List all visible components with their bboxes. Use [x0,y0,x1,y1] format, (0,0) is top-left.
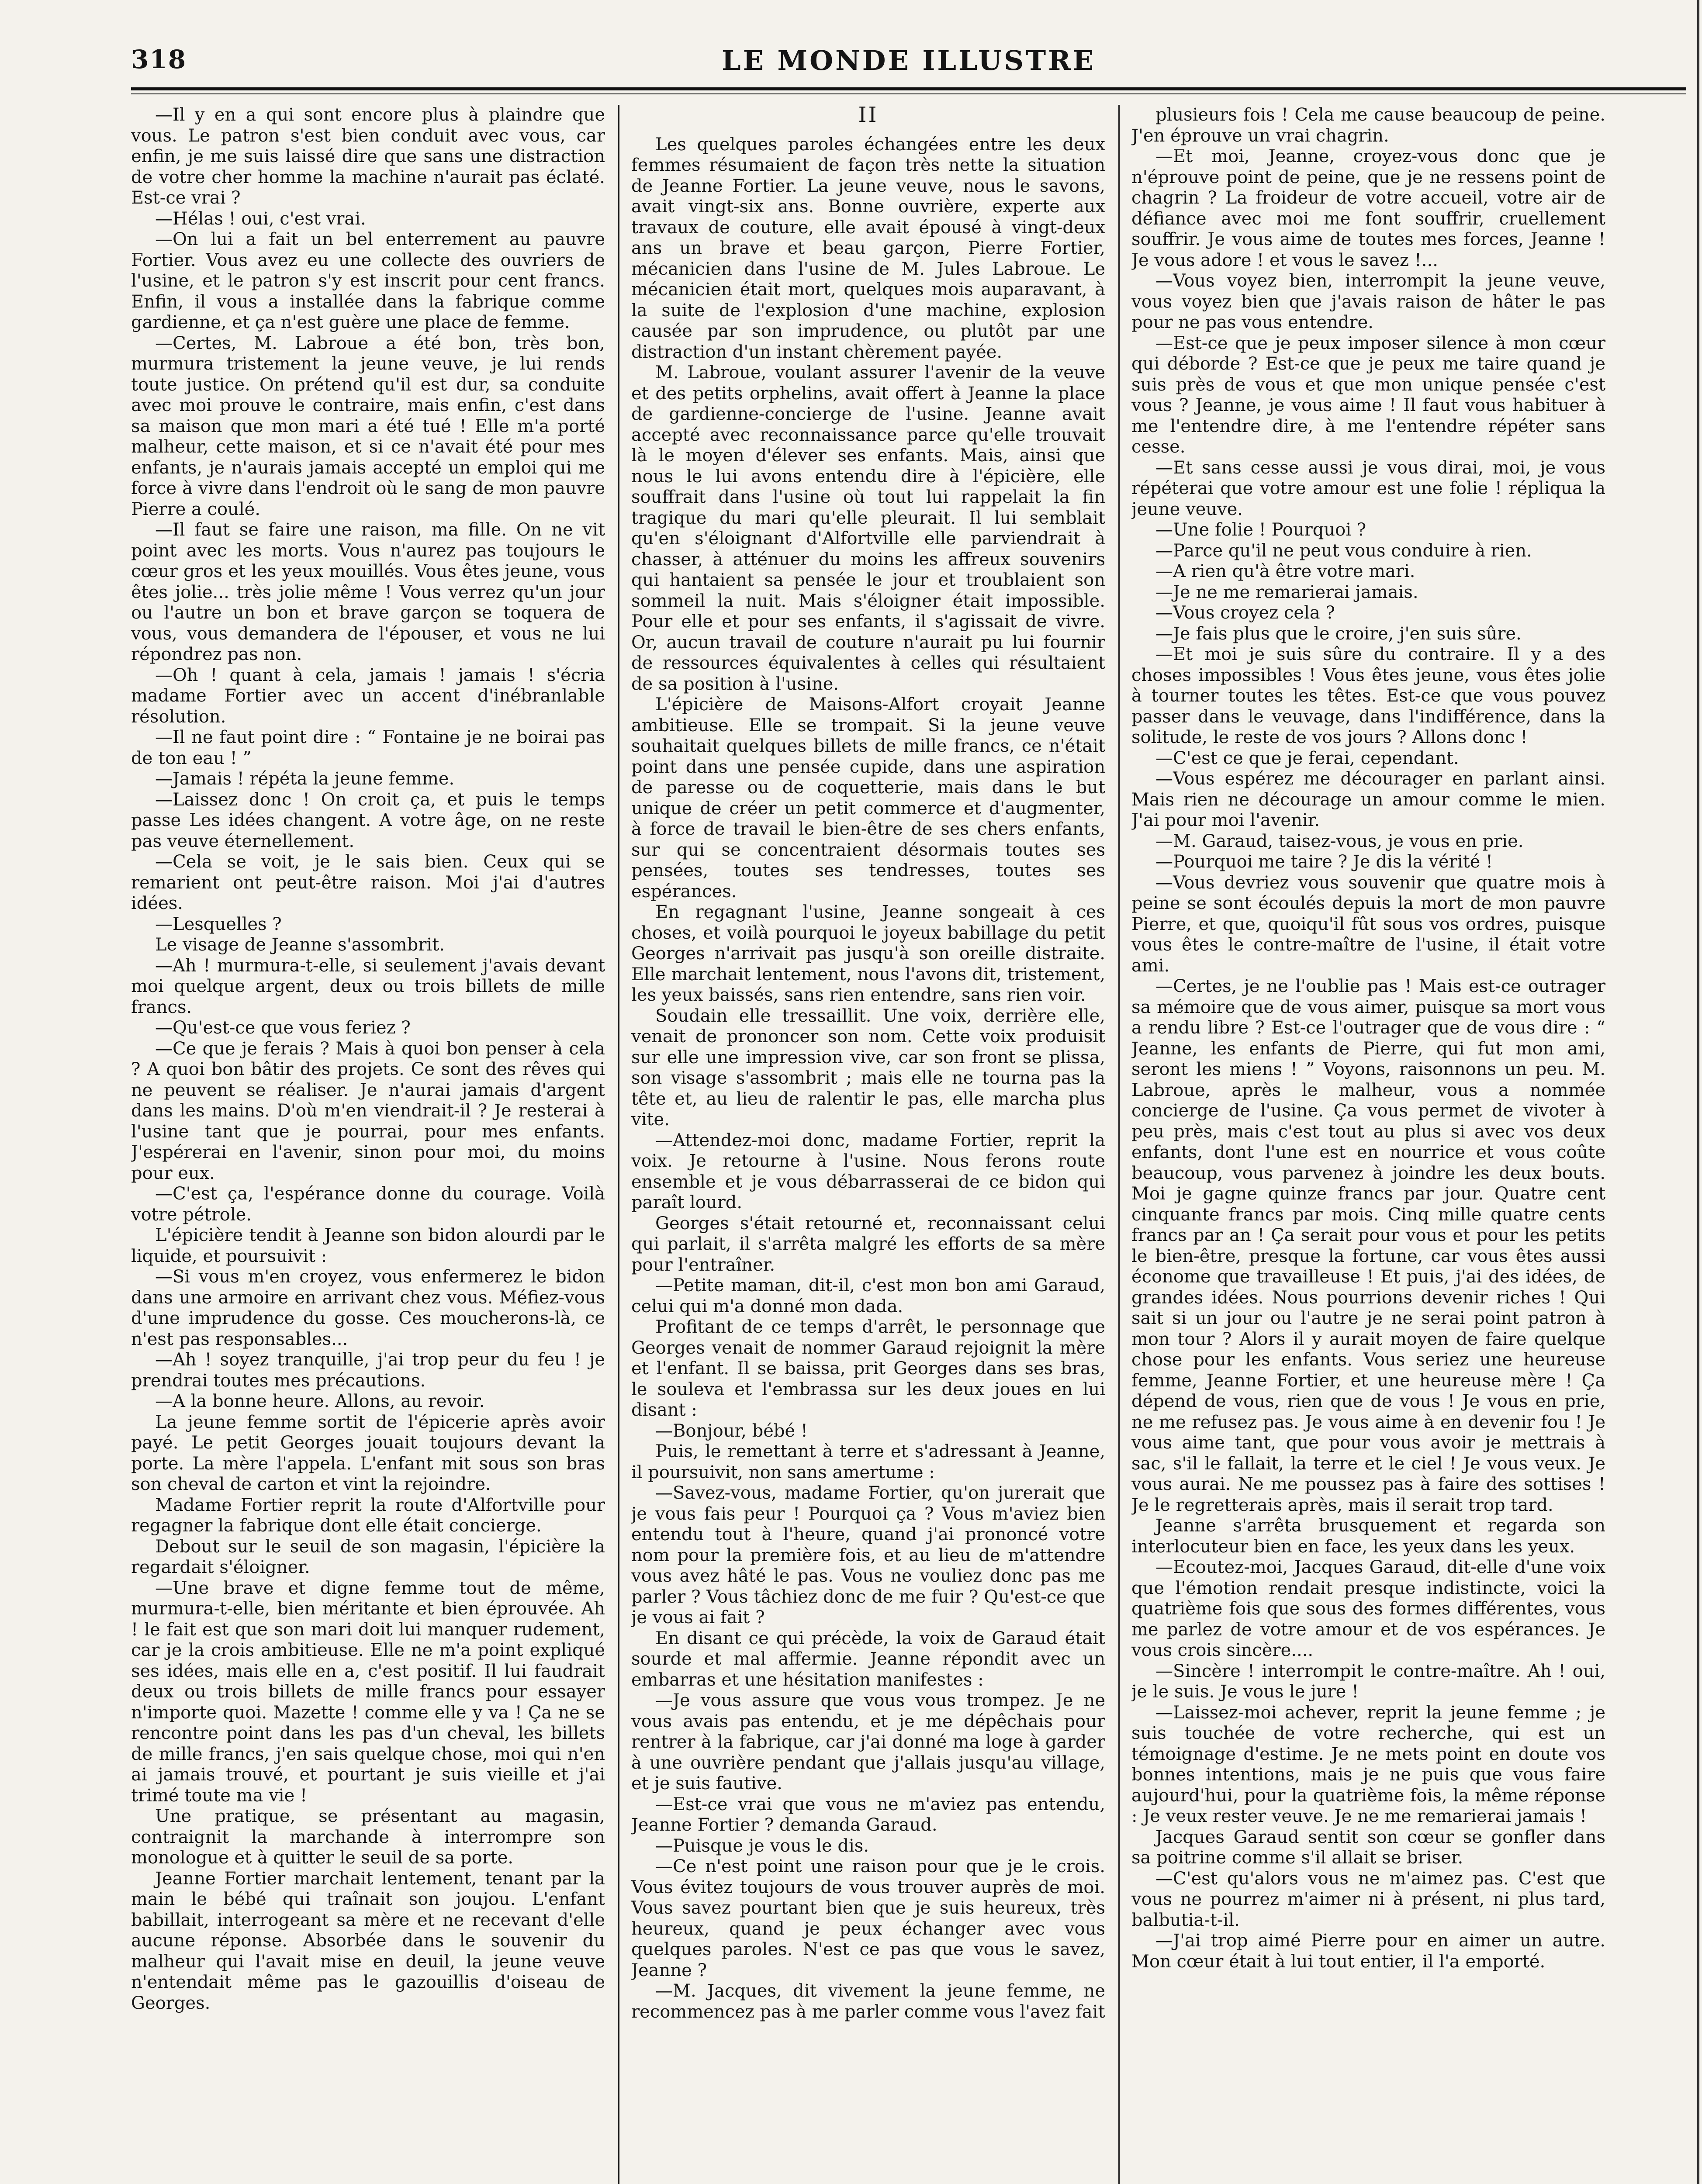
paragraph: —Ah ! soyez tranquille, j'ai trop peur du feu ! je prendrai toutes mes précautions. [131,1350,605,1391]
paragraph: L'épicière tendit à Jeanne son bidon alourdi par le liquide, et poursuivit : [131,1225,605,1266]
paragraph: Une pratique, se présentant au magasin, contraignit la marchande à interrompre son monologue et à quitter le seuil de sa porte. [131,1806,605,1868]
paragraph: Profitant de ce temps d'arrêt, le personnage que Georges venait de nommer Garaud rejoignit la mère et l'enfant. Il se baissa, prit Georges dans ses bras, le souleva et l'embrassa sur les deux joues en lui disant : [631,1317,1105,1420]
paragraph: Debout sur le seuil de son magasin, l'épicière la regardait s'éloigner. [131,1536,605,1577]
paragraph: —Petite maman, dit-il, c'est mon bon ami Garaud, celui qui m'a donné mon dada. [631,1275,1105,1317]
paragraph: —Puisque je vous le dis. [655,1835,869,1856]
header-rule-thin [131,93,1686,94]
paragraph: —Je ne me remarierai jamais. [1155,582,1418,602]
paragraph: —Il ne faut point dire : “ Fontaine je ne boirai pas de ton eau ! ” [131,727,605,768]
paragraph: —Je fais plus que le croire, j'en suis sûre. [1155,623,1522,644]
paragraph: —Laissez-moi achever, reprit la jeune femme ; je suis touchée de votre recherche, qui est un témoignage d'estime. Je ne mets point en doute vos bonnes intentions, mais je ne puis que vous faire aujourd'hui, pour la quatrième fois, la même réponse : Je veux rester veuve. Je ne me remarierai jamais ! [1131,1702,1605,1826]
paragraph: Jeanne s'arrêta brusquement et regarda son interlocuteur bien en face, les yeux dans les yeux. [1131,1516,1605,1557]
paragraph: Le visage de Jeanne s'assombrit. [155,935,445,955]
paragraph: —Vous espérez me décourager en parlant ainsi. Mais rien ne décourage un amour comme le mien. J'ai pour moi l'avenir. [1131,769,1605,830]
paragraph: —A la bonne heure. Allons, au revoir. [155,1391,485,1411]
paragraph: —Il y en a qui sont encore plus à plaindre que vous. Le patron s'est bien conduit avec vous, car enfin, je me suis laissé dire que sans une distraction de votre cher homme la machine n'aurait pas éclaté. Est-ce vrai ? [131,105,605,208]
section-heading: II [858,105,879,127]
paragraph: Soudain elle tressaillit. Une voix, derrière elle, venait de prononcer son nom. Cette voix produisit sur elle une impression vive, car son front se plissa, son visage s'assombrit ; mais elle ne tourna pas la tête et, au lieu de ralentir le pas, elle marcha plus vite. [631,1006,1105,1130]
paragraph: —Une brave et digne femme tout de même, murmura-t-elle, bien méritante et bien éprouvée. Ah ! le fait est que son mari doit lui manquer rudement, car je la crois ambitieuse. Elle ne m'a point expliqué ses idées, mais elle en a, c'est positif. Il lui faudrait deux ou trois billets de mille francs pour essayer n'importe quoi. Mazette ! comme elle y va ! Ça ne se rencontre point dans les pas d'un cheval, les billets de mille francs, j'en sais quelque chose, moi qui n'en ai jamais trouvé, et pourtant je suis vieille et j'ai trimé toute ma vie ! [131,1578,605,1806]
paragraph: —Est-ce vrai que vous ne m'aviez pas entendu, Jeanne Fortier ? demanda Garaud. [631,1794,1105,1835]
paragraph: —Laissez donc ! On croit ça, et puis le temps passe Les idées changent. A votre âge, on ne reste pas veuve éternellement. [131,789,605,851]
paragraph: Jacques Garaud sentit son cœur se gonfler dans sa poitrine comme s'il allait se briser. [1131,1827,1605,1868]
paragraph: —Hélas ! oui, c'est vrai. [155,208,366,229]
paragraph: —Je vous assure que vous vous trompez. Je ne vous avais pas entendu, et je me dépêchais pour rentrer à la fabrique, car j'ai donné ma loge à garder à une ouvrière pendant que j'allais jusqu'au village, et je suis fautive. [631,1690,1105,1794]
header-rule [131,87,1686,90]
paragraph: —Et sans cesse aussi je vous dirai, moi, je vous répéterai que votre amour est une folie ! répliqua la jeune veuve. [1131,457,1605,519]
paragraph: La jeune femme sortit de l'épicerie après avoir payé. Le petit Georges jouait toujours devant la porte. La mère l'appela. L'enfant mit sous son bras son cheval de carton et vint la rejoindre. [131,1412,605,1494]
paragraph: L'épicière de Maisons-Alfort croyait Jeanne ambitieuse. Elle se trompait. Si la jeune veuve souhaitait quelques billets de mille francs, ce n'était point dans une pensée cupide, dans une aspiration de paresse ou de coquetterie, mais dans le but unique de créer un petit commerce et d'augmenter, à force de travail le bien-être de ses chers enfants, sur qui se concentraient désormais toutes ses pensées, toutes ses tendresses, toutes ses espérances. [631,695,1105,902]
paragraph: Madame Fortier reprit la route d'Alfortville pour regagner la fabrique dont elle était concierge. [131,1495,605,1536]
paragraph: plusieurs fois ! Cela me cause beaucoup de peine. J'en éprouve un vrai chagrin. [1131,105,1605,146]
paragraph: —Et moi je suis sûre du contraire. Il y a des choses impossibles ! Vous êtes jeune, vous êtes jolie à tourner toutes les têtes. Est-ce que vous pouvez passer dans le veuvage, dans l'indifférence, dans la solitude, le reste de vos jours ? Allons donc ! [1131,644,1605,747]
paragraph: —Attendez-moi donc, madame Fortier, reprit la voix. Je retourne à l'usine. Nous ferons route ensemble et je vous débarrasserai de ce bidon qui paraît lourd. [631,1130,1105,1213]
text-column-2 [631,105,1105,2184]
page-number: 318 [131,45,187,74]
page-header [131,35,1686,100]
text-column-3 [1131,105,1605,2184]
paragraph: —Savez-vous, madame Fortier, qu'on jurerait que je vous fais peur ! Pourquoi ça ? Vous m'aviez bien entendu tout à l'heure, quand j'ai prononcé votre nom pour la première fois, et au lieu de m'attendre vous avez hâté le pas. Vous ne vouliez donc pas me parler ? Vous tâchiez donc de me fuir ? Qu'est-ce que je vous ai fait ? [631,1483,1105,1628]
paragraph: —Est-ce que je peux imposer silence à mon cœur qui déborde ? Est-ce que je peux me taire quand je suis près de vous et que mon unique pensée c'est vous ? Jeanne, je vous aime ! Il faut vous habituer à me l'entendre dire, à me l'entendre répéter sans cesse. [1131,333,1605,457]
paragraph: —J'ai trop aimé Pierre pour en aimer un autre. Mon cœur était à lui tout entier, il l'a emporté. [1131,1931,1605,1972]
paragraph: —Pourquoi me taire ? Je dis la vérité ! [1155,852,1493,872]
paragraph: —A rien qu'à être votre mari. [1155,561,1415,581]
paragraph: —Vous voyez bien, interrompit la jeune veuve, vous voyez bien que j'avais raison de hâter le pas pour ne pas vous entendre. [1131,271,1605,332]
column-divider [1118,105,1120,2184]
paragraph: —Il faut se faire une raison, ma fille. On ne vit point avec les morts. Vous n'aurez pas toujours le cœur gros et les yeux mouillés. Vous êtes jeune, vous êtes jolie... très jolie même ! Vous verrez qu'un jour ou l'autre un bon et brave garçon se toquera de vous, vous demandera de l'épouser, et vous ne lui répondrez pas non. [131,520,605,664]
paragraph: Puis, le remettant à terre et s'adressant à Jeanne, il poursuivit, non sans amertume : [631,1441,1105,1482]
paragraph: —Parce qu'il ne peut vous conduire à rien. [1155,540,1532,561]
paragraph: —Une folie ! Pourquoi ? [1155,520,1366,540]
paragraph: —Certes, M. Labroue a été bon, très bon, murmura tristement la jeune veuve, je lui rends toute justice. On prétend qu'il est dur, sa conduite avec moi prouve le contraire, mais enfin, c'est dans sa maison que mon mari a été tué ! Elle m'a porté malheur, cette maison, et si ce n'avait été pour mes enfants, je n'aurais jamais accepté un emploi qui me force à vivre dans l'endroit où le sang de mon pauvre Pierre a coulé. [131,333,605,519]
paragraph: —Cela se voit, je le sais bien. Ceux qui se remarient ont peut-être raison. Moi j'ai d'autres idées. [131,852,605,913]
paragraph: Les quelques paroles échangées entre les deux femmes résumaient de façon très nette la situation de Jeanne Fortier. La jeune veuve, nous le savons, avait vingt-six ans. Bonne ouvrière, experte aux travaux de couture, elle avait épousé à vingt-deux ans un brave et beau garçon, Pierre Fortier, mécanicien dans l'usine de M. Jules Labroue. Le mécanicien était mort, quelques mois auparavant, à la suite de l'explosion d'une machine, explosion causée par son imprudence, ou plutôt par une distraction d'un instant chèrement payée. [631,134,1105,362]
paragraph: M. Labroue, voulant assurer l'avenir de la veuve et des petits orphelins, avait offert à Jeanne la place de gardienne-concierge de l'usine. Jeanne avait accepté avec reconnaissance parce qu'elle trouvait là le moyen d'élever ses enfants. Mais, ainsi que nous le lui avons entendu dire à l'épicière, elle souffrait dans l'usine où tout lui rappelait la fin tragique du mari qu'elle pleurait. Il lui semblait qu'en s'éloignant d'Alfortville elle parviendrait à chasser, à atténuer du moins les affreux souvenirs qui hantaient sa pensée le jour et troublaient son sommeil la nuit. Mais s'éloigner était impossible. Pour elle et pour ses enfants, il s'agissait de vivre. Or, aucun travail de couture n'aurait pu lui fournir de ressources équivalentes à celles qui résultaient de sa position à l'usine. [631,363,1105,694]
paragraph: —Jamais ! répéta la jeune femme. [155,769,455,789]
paragraph: —Et moi, Jeanne, croyez-vous donc que je n'éprouve point de peine, que je ne ressens point de chagrin ? La froideur de votre accueil, votre air de défiance avec moi me font souffrir, cruellement souffrir. Je vous aime de toutes mes forces, Jeanne ! Je vous adore ! et vous le savez !... [1131,146,1605,270]
paragraph: En disant ce qui précède, la voix de Garaud était sourde et mal affermie. Jeanne répondit avec un embarras et une hésitation manifestes : [631,1628,1105,1690]
paragraph: Jeanne Fortier marchait lentement, tenant par la main le bébé qui traînait son joujou. L'enfant babillait, interrogeant sa mère et ne recevant d'elle aucune réponse. Absorbée dans le souvenir du malheur qui l'avait mise en deuil, la jeune veuve n'entendait même pas le gazouillis d'oiseau de Georges. [131,1868,605,2013]
paragraph: —Vous croyez cela ? [1155,603,1335,623]
paragraph: —Ce n'est point une raison pour que je le crois. Vous évitez toujours de vous trouver auprès de moi. Vous savez pourtant bien que je suis heureux, très heureux, quand je peux échanger avec vous quelques paroles. N'est ce pas que vous le savez, Jeanne ? [631,1856,1105,1980]
paragraph: —M. Jacques, dit vivement la jeune femme, ne recommencez pas à me parler comme vous l'avez fait [631,1981,1105,2022]
paragraph: —Ce que je ferais ? Mais à quoi bon penser à cela ? A quoi bon bâtir des projets. Ce sont des rêves qui ne peuvent se réaliser. Je n'aurai jamais d'argent dans les mains. D'où m'en viendrait-il ? Je resterai à l'usine tant que je pourrai, pour mes enfants. J'espérerai en l'avenir, sinon pour moi, du moins pour eux. [131,1038,605,1183]
paragraph: —On lui a fait un bel enterrement au pauvre Fortier. Vous avez eu une collecte des ouvriers de l'usine, et le patron s'y est inscrit pour cent francs. Enfin, il vous a installée dans la fabrique comme gardienne, et ça n'est guère une place de femme. [131,229,605,332]
paragraph: —M. Garaud, taisez-vous, je vous en prie. [1155,831,1524,851]
paragraph: —Bonjour, bébé ! [655,1420,808,1441]
paragraph: —Lesquelles ? [155,914,282,934]
paragraph: —Ecoutez-moi, Jacques Garaud, dit-elle d'une voix que l'émotion rendait presque indistincte, voici la quatrième fois que sous des formes différentes, vous me parlez de votre amour et de vos espérances. Je vous crois sincère.... [1131,1557,1605,1660]
column-divider [618,105,619,2184]
paragraph: —Certes, je ne l'oublie pas ! Mais est-ce outrager sa mémoire que de vous aimer, puisque sa mort vous a rendu libre ? Est-ce l'outrager que de vous dire : “ Jeanne, les enfants de Pierre, qui fut mon ami, seront les miens ! ” Voyons, raisonnons un peu. M. Labroue, après le malheur, vous a nommée concierge de l'usine. Ça vous permet de vivoter à peu près, mais c'est tout au plus si avec vos deux enfants, dont l'une est en nourrice et vous coûte beaucoup, vous parvenez à joindre les deux bouts. Moi je gagne quinze francs par jour. Quatre cent cinquante francs par mois. Cinq mille quatre cents francs par an ! Ça serait pour vous et pour les petits le bien-être, presque la fortune, car vous êtes aussi économe que travailleuse ! Et puis, j'ai des idées, de grandes idées. Nous pourrions devenir riches ! Qui sait si un jour ou l'autre je ne serai point patron à mon tour ? Alors il y aurait moyen de faire quelque chose pour les enfants. Vous seriez une heureuse femme, Jeanne Fortier, et une heureuse mère ! Ça dépend de vous, rien que de vous ! Je vous en prie, ne me refusez pas. Je vous aime à en devenir fou ! Je vous aime tant, que pour vous avoir je mettrais à sac, s'il le fallait, la terre et le ciel ! Je vous veux. Je vous aurai. Ne me poussez pas à faire des sottises ! Je le regretterais après, mais il serait trop tard. [1131,976,1605,1515]
paragraph: —Qu'est-ce que vous feriez ? [155,1018,411,1038]
paragraph: —Ah ! murmura-t-elle, si seulement j'avais devant moi quelque argent, deux ou trois billets de mille francs. [131,955,605,1017]
text-column-1 [131,105,605,2184]
paragraph: —C'est ce que je ferai, cependant. [1155,748,1459,768]
page-edge-rule [1697,0,1699,2184]
paragraph: —Vous devriez vous souvenir que quatre mois à peine se sont écoulés depuis la mort de mon pauvre Pierre, et que, quoiqu'il fût sous vos ordres, puisque vous êtes le contre-maître de l'usine, il était votre ami. [1131,872,1605,976]
paragraph: Georges s'était retourné et, reconnaissant celui qui parlait, il s'arrêta malgré les efforts de sa mère pour l'entraîner. [631,1213,1105,1275]
paragraph: —Si vous m'en croyez, vous enfermerez le bidon dans une armoire en arrivant chez vous. Méfiez-vous d'une imprudence du gosse. Ces moucherons-là, ce n'est pas responsables... [131,1267,605,1349]
paragraph: En regagnant l'usine, Jeanne songeait à ces choses, et voilà pourquoi le joyeux babillage du petit Georges n'arrivait pas jusqu'à son oreille distraite. Elle marchait lentement, nous l'avons dit, tristement, les yeux baissés, sans rien entendre, sans rien voir. [631,902,1105,1005]
paragraph: —Sincère ! interrompit le contre-maître. Ah ! oui, je le suis. Je vous le jure ! [1131,1661,1605,1702]
paragraph: —C'est qu'alors vous ne m'aimez pas. C'est que vous ne pourrez m'aimer ni à présent, ni plus tard, balbutia-t-il. [1131,1868,1605,1930]
paragraph: —C'est ça, l'espérance donne du courage. Voilà votre pétrole. [131,1184,605,1225]
newspaper-title: LE MONDE ILLUSTRE [722,45,1096,76]
paragraph: —Oh ! quant à cela, jamais ! jamais ! s'écria madame Fortier avec un accent d'inébranlable résolution. [131,665,605,727]
